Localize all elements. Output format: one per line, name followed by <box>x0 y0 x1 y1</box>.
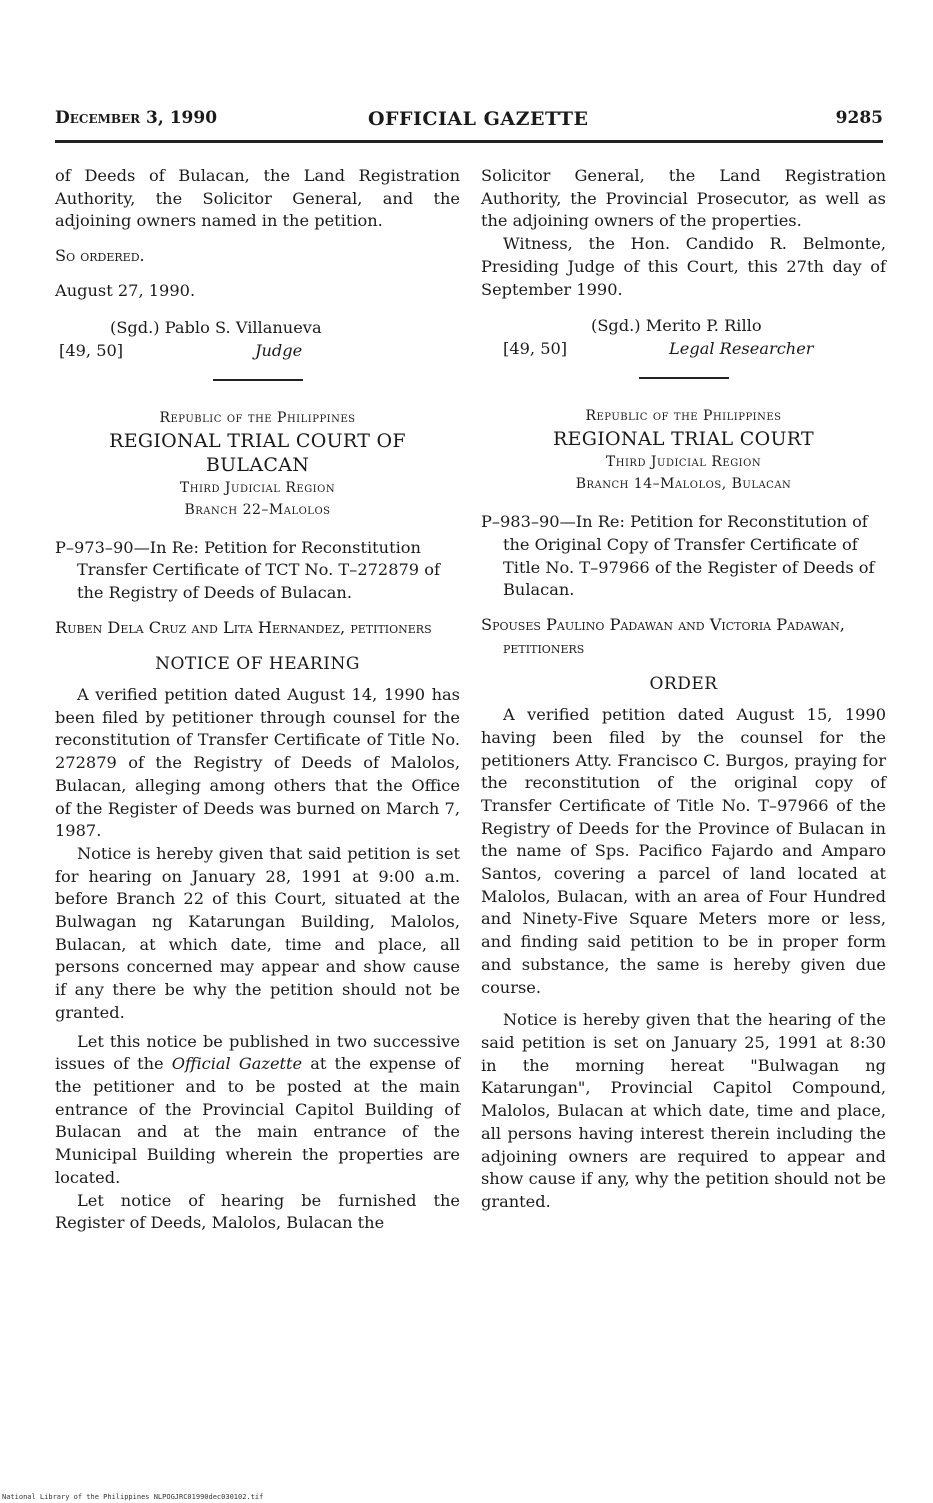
paragraph: Notice is hereby given that said petition is set for hearing on January 28, 1991 at 9:00 a.m. before Branch 22 of this Court, situated at the Bulwagan ng Katarungan Building, Malolos, Bulacan, at which date, time and place, all persons concerned may appear and show cause if any there be why the petition should not be granted. <box>55 843 460 1022</box>
issue-date: December 3, 1990 <box>55 108 218 128</box>
separator <box>639 377 729 379</box>
paragraph: Notice is hereby given that the hearing of the said petition is set on January 25, 1991 at 8:30 in the morning hereat "Bulwagan ng Katarungan", Provincial Capitol Compound, Malolos, Bulacan at which date, time and place, all persons having interest therein including the adjoining owners are required to appear and show cause if any, why the petition should not be granted. <box>481 1010 886 1211</box>
case-title: P–983–90—In Re: Petition for Reconstitution of the Original Copy of Transfer Certificate of Title No. T–97966 of the Register of Deeds of Bulacan. <box>481 512 875 600</box>
court-region: Third Judicial Region <box>605 454 762 471</box>
signatory: (Sgd.) Merito P. Rillo <box>591 316 762 336</box>
signatory: (Sgd.) Pablo S. Villanueva <box>110 317 322 337</box>
order-heading: ORDER <box>649 674 718 695</box>
court-name: REGIONAL TRIAL COURT <box>552 428 815 451</box>
paragraph: A verified petition dated August 14, 1990 has been filed by petitioner through counsel for the reconstitution of Transfer Certificate of Title No. 272879 of the Registry of Deeds of Malolos, Bulacan, alleging among others that the Office of the Register of Deeds was burned on March 7, 1987. <box>55 685 460 841</box>
notice-heading: NOTICE OF HEARING <box>155 654 360 675</box>
case-title: P–973–90—In Re: Petition for Reconstitution Transfer Certificate of TCT No. T–272879 of the Registry of Deeds of Bulacan. <box>55 537 440 602</box>
court-branch: Branch 14–Malolos, Bulacan <box>575 476 792 493</box>
left-intro: of Deeds of Bulacan, the Land Registration Authority, the Solicitor General, and the adjoining owners named in the petition. <box>55 166 460 231</box>
header-rule <box>55 140 883 143</box>
separator <box>213 379 303 381</box>
witness-paragraph: Witness, the Hon. Candido R. Belmonte, Presiding Judge of this Court, this 27th day of September 1990. <box>481 234 886 299</box>
gazette-name: Official Gazette <box>171 1054 303 1074</box>
paragraph-text: Let this notice be published in two successive issues of the <box>55 1031 460 1074</box>
page-header <box>55 108 883 136</box>
paragraph <box>55 1031 460 1190</box>
signatory-role: Legal Researcher <box>669 339 814 359</box>
paragraph-text: at the expense of the petitioner and to be posted at the main entrance of the Provincial Capitol Building of Bulacan and at the main entrance of the Municipal Building wherein the properties are located. <box>55 1054 461 1187</box>
so-ordered: So ordered. <box>55 246 145 266</box>
paragraph: Let notice of hearing be furnished the Register of Deeds, Malolos, Bulacan the <box>55 1190 460 1233</box>
paragraph: A verified petition dated August 15, 1990 having been filed by the counsel for the petitioners Atty. Francisco C. Burgos, praying for the reconstitution of the original copy of Transfer Certificate of Title No. T–97966 of the Registry of Deeds for the Province of Bulacan in the name of Sps. Pacifico Fajardo and Amparo Santos, covering a parcel of land located at Malolos, Bulacan, with an area of Four Hundred and Ninety-Five Square Meters more or less, and finding said petition to be in proper form and substance, the same is hereby given due course. <box>481 705 886 997</box>
court-region: Third Judicial Region <box>179 479 336 496</box>
signature-block <box>55 317 460 365</box>
signature-block <box>481 315 886 363</box>
page-number: 9285 <box>835 108 883 128</box>
right-column <box>481 165 886 1214</box>
case-parties: Spouses Paulino Padawan and Victoria Padawan, petitioners <box>481 615 845 657</box>
case-parties: Ruben Dela Cruz and Lita Hernandez, petitioners <box>55 617 432 637</box>
court-name: REGIONAL TRIAL COURT OF BULACAN <box>109 429 406 476</box>
order-date: August 27, 1990. <box>55 280 196 300</box>
signatory-role: Judge <box>255 340 303 360</box>
reference-number: [49, 50] <box>59 340 124 360</box>
reference-number: [49, 50] <box>503 339 568 359</box>
court-branch: Branch 22–Malolos <box>184 501 331 518</box>
publication-title: OFFICIAL GAZETTE <box>368 108 589 130</box>
left-column <box>55 165 460 1235</box>
right-intro: Solicitor General, the Land Registration Authority, the Provincial Prosecutor, as well as the adjoining owners of the properties. <box>481 166 886 231</box>
court-republic: Republic of the Philippines <box>585 408 782 425</box>
scan-footer: National Library of the Philippines NLPOGJRC01990dec030102.tif <box>2 1493 264 1501</box>
court-republic: Republic of the Philippines <box>159 409 356 426</box>
